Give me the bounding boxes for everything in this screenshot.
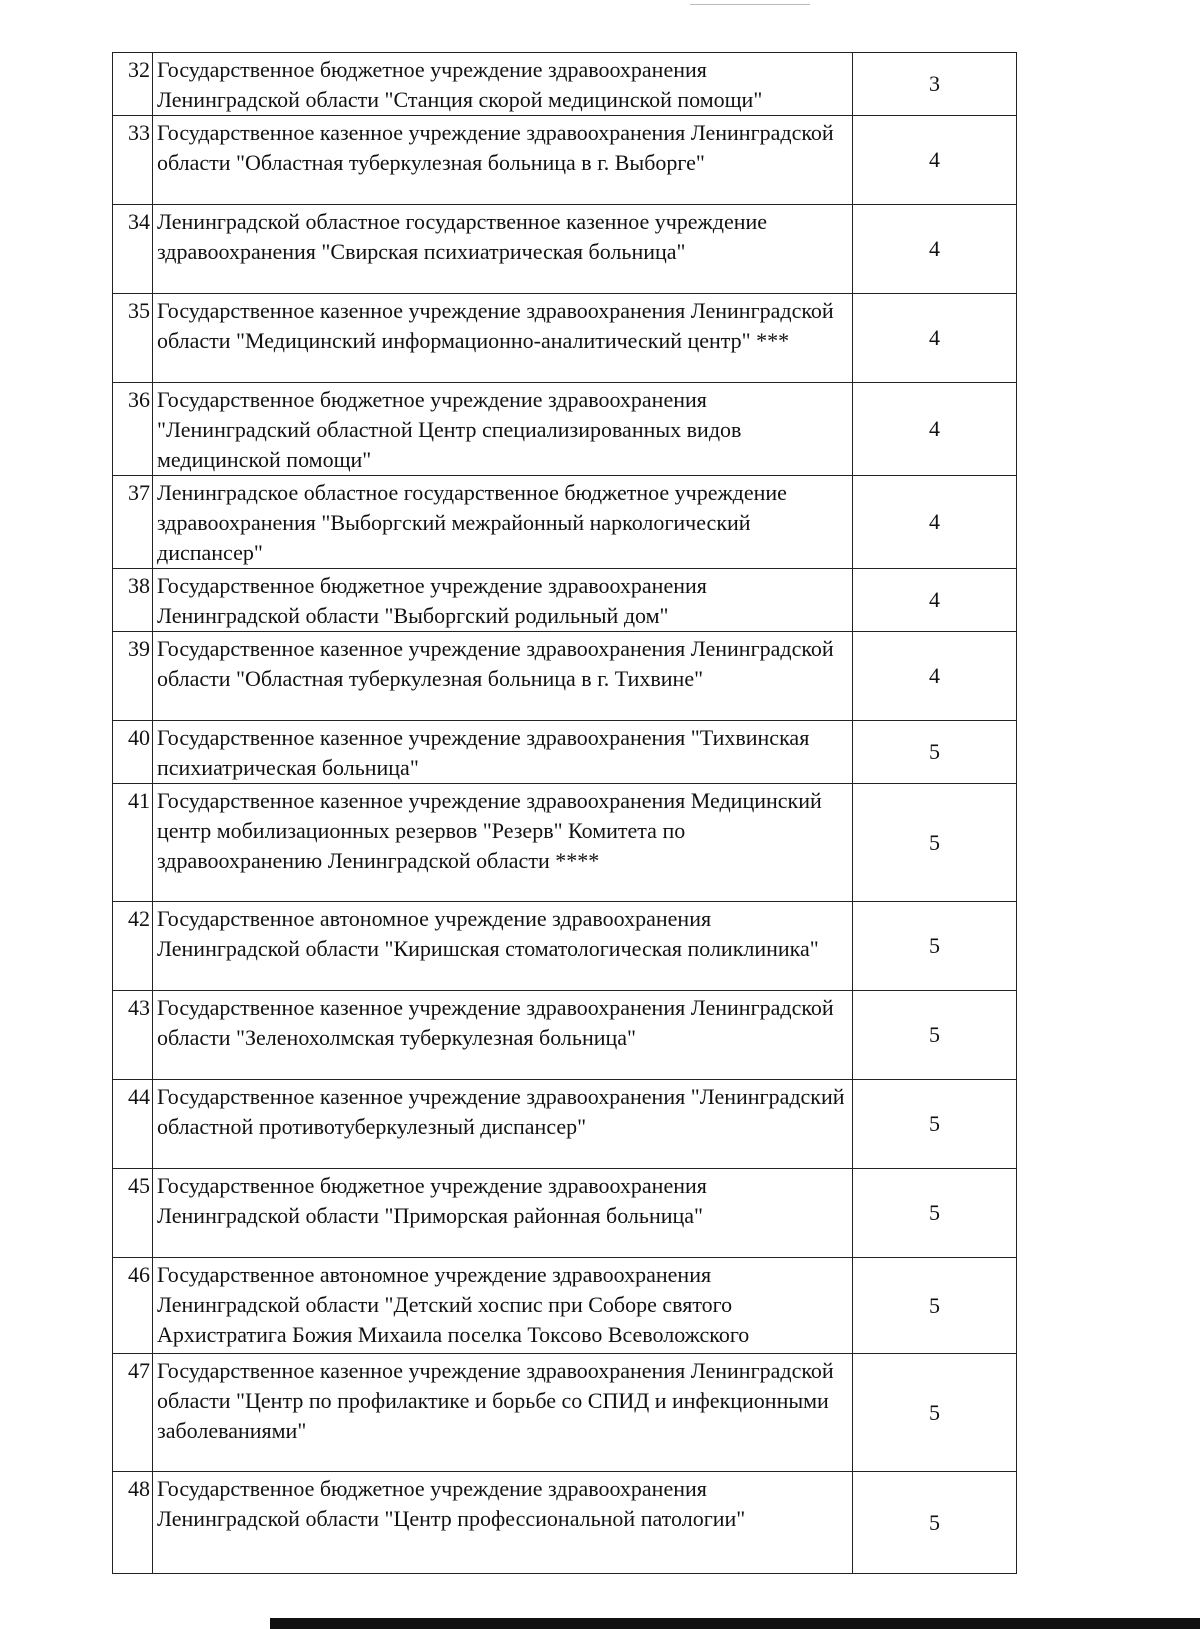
row-number: 42 [113,902,153,991]
institution-name: Государственное бюджетное учреждение здравоохранения Ленинградской области "Станция скорой медицинской помощи" [153,53,853,116]
group-value: 4 [853,205,1017,294]
institution-name: Государственное бюджетное учреждение здравоохранения Ленинградской области "Центр профессиональной патологии" [153,1472,853,1574]
table-row [113,784,1017,902]
institution-name: Государственное казенное учреждение здравоохранения "Ленинградский областной противотуберкулезный диспансер" [153,1080,853,1169]
group-value: 5 [853,1472,1017,1574]
row-number: 33 [113,116,153,205]
row-number: 46 [113,1258,153,1354]
table-row [113,569,1017,632]
institutions-table [112,52,1017,1574]
row-number: 40 [113,721,153,784]
group-value: 5 [853,1169,1017,1258]
row-number: 39 [113,632,153,721]
table-row [113,53,1017,116]
table-row [113,116,1017,205]
table-row [113,383,1017,476]
group-value: 5 [853,902,1017,991]
group-value: 5 [853,991,1017,1080]
scan-mark [690,4,810,5]
table-row [113,1472,1017,1574]
institution-name: Государственное казенное учреждение здравоохранения Ленинградской области "Областная туберкулезная больница в г. Выборге" [153,116,853,205]
row-number: 37 [113,476,153,569]
institution-name: Государственное казенное учреждение здравоохранения Ленинградской области "Центр по профилактике и борьбе со СПИД и инфекционными заболеваниями" [153,1354,853,1472]
row-number: 32 [113,53,153,116]
row-number: 34 [113,205,153,294]
table-row [113,632,1017,721]
row-number: 36 [113,383,153,476]
group-value: 4 [853,569,1017,632]
institution-name: Государственное автономное учреждение здравоохранения Ленинградской области "Киришская стоматологическая поликлиника" [153,902,853,991]
group-value: 5 [853,1080,1017,1169]
row-number: 41 [113,784,153,902]
institution-name: Ленинградское областное государственное бюджетное учреждение здравоохранения "Выборгский межрайонный наркологический диспансер" [153,476,853,569]
row-number: 38 [113,569,153,632]
table-row [113,205,1017,294]
institution-name: Государственное бюджетное учреждение здравоохранения Ленинградской области "Приморская районная больница" [153,1169,853,1258]
group-value: 4 [853,294,1017,383]
row-number: 44 [113,1080,153,1169]
table-row [113,476,1017,569]
table-row [113,902,1017,991]
group-value: 4 [853,383,1017,476]
institution-name: Государственное казенное учреждение здравоохранения Ленинградской области "Медицинский информационно-аналитический центр" *** [153,294,853,383]
institution-name: Государственное бюджетное учреждение здравоохранения "Ленинградский областной Центр специализированных видов медицинской помощи" [153,383,853,476]
table-row [113,294,1017,383]
institution-name: Государственное казенное учреждение здравоохранения Ленинградской области "Зеленохолмская туберкулезная больница" [153,991,853,1080]
document-page [112,52,1016,1574]
table-row [113,721,1017,784]
table-row [113,1354,1017,1472]
institution-name: Государственное автономное учреждение здравоохранения Ленинградской области "Детский хоспис при Соборе святого Архистратига Божия Михаила поселка Токсово Всеволожского [153,1258,853,1354]
group-value: 4 [853,632,1017,721]
group-value: 5 [853,784,1017,902]
institution-name: Государственное бюджетное учреждение здравоохранения Ленинградской области "Выборгский родильный дом" [153,569,853,632]
institution-name: Государственное казенное учреждение здравоохранения "Тихвинская психиатрическая больница" [153,721,853,784]
group-value: 4 [853,476,1017,569]
institution-name: Государственное казенное учреждение здравоохранения Медицинский центр мобилизационных резервов "Резерв" Комитета по здравоохранению Ленинградской области **** [153,784,853,902]
scan-edge-bar [270,1618,1200,1629]
table-row [113,1258,1017,1354]
group-value: 3 [853,53,1017,116]
group-value: 5 [853,1258,1017,1354]
row-number: 45 [113,1169,153,1258]
table-row [113,991,1017,1080]
row-number: 43 [113,991,153,1080]
institution-name: Ленинградской областное государственное казенное учреждение здравоохранения "Свирская психиатрическая больница" [153,205,853,294]
group-value: 5 [853,1354,1017,1472]
group-value: 4 [853,116,1017,205]
table-row [113,1080,1017,1169]
institution-name: Государственное казенное учреждение здравоохранения Ленинградской области "Областная туберкулезная больница в г. Тихвине" [153,632,853,721]
group-value: 5 [853,721,1017,784]
row-number: 47 [113,1354,153,1472]
table-row [113,1169,1017,1258]
row-number: 48 [113,1472,153,1574]
row-number: 35 [113,294,153,383]
